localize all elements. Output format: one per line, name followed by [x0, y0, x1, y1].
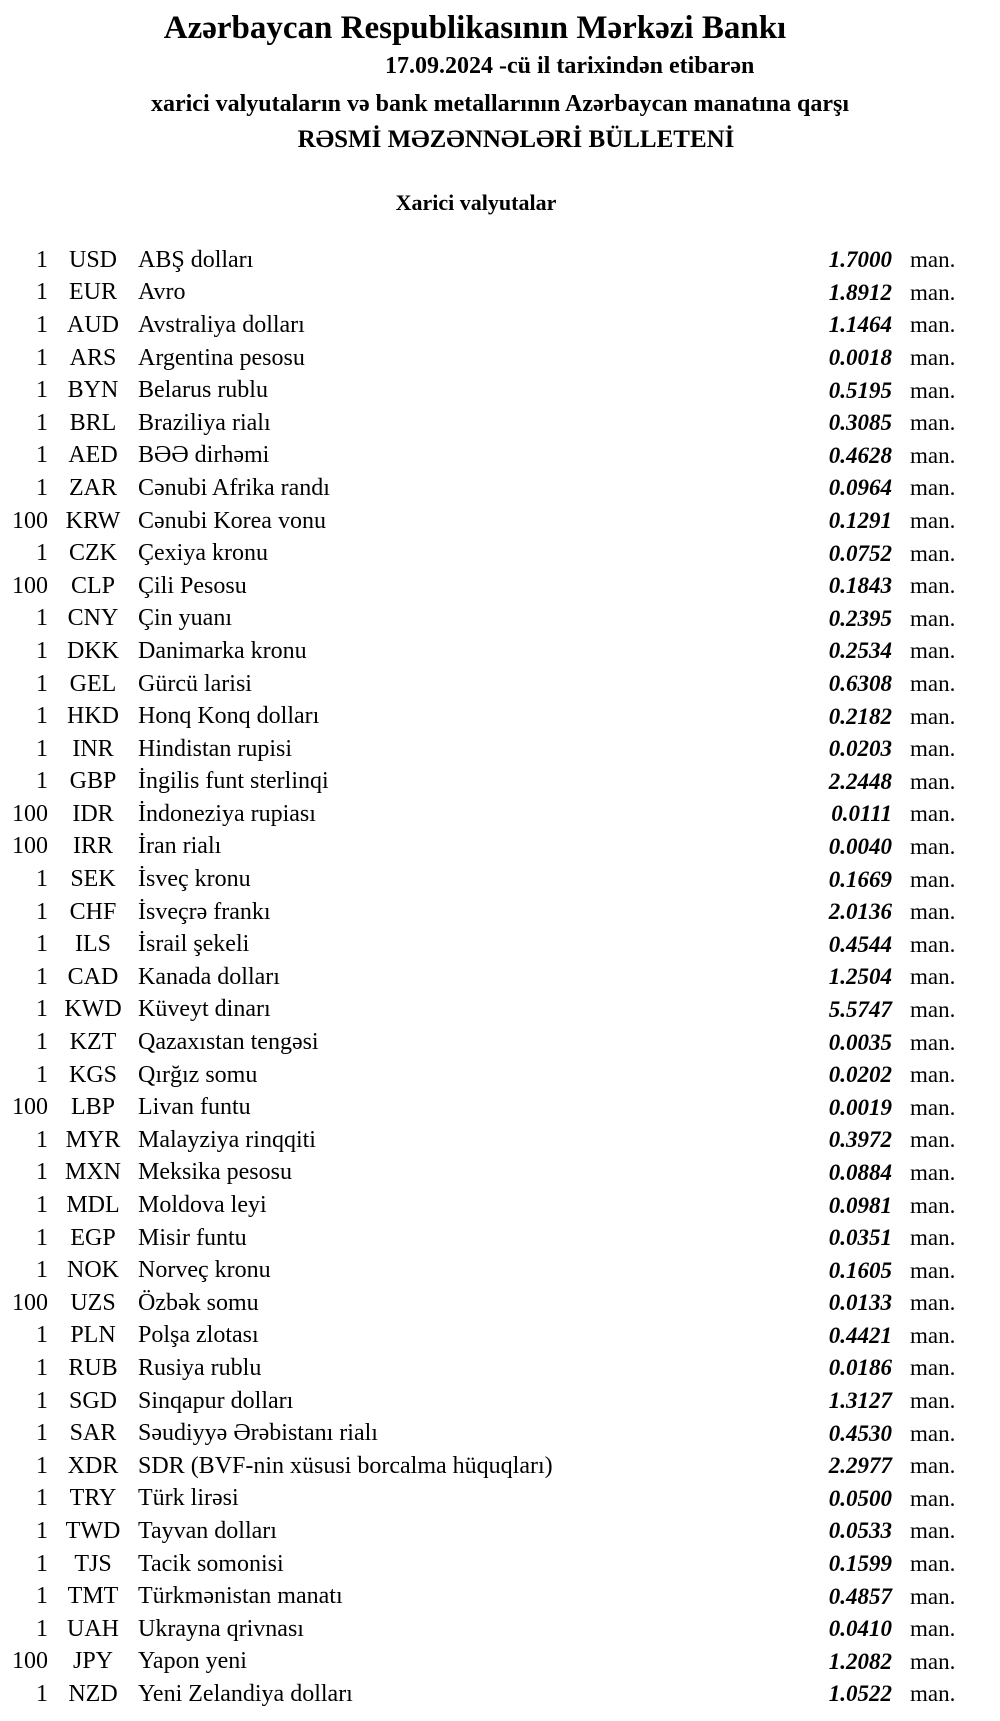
rate-value: 2.0136	[828, 899, 892, 925]
rate-value: 0.0884	[828, 1159, 892, 1185]
rate-value: 0.0019	[828, 1094, 892, 1120]
rate-unit: man.	[910, 475, 956, 501]
currency-name: Polşa zlotası	[138, 1322, 259, 1349]
effective-date-line: 17.09.2024 -cü il tarixindən etibarən	[385, 53, 755, 79]
currency-code: NZD	[68, 1680, 118, 1707]
rate-row	[0, 831, 1000, 864]
quantity-value: 1	[36, 1615, 48, 1642]
bulletin-title: RƏSMİ MƏZƏNNƏLƏRİ BÜLLETENİ	[297, 126, 735, 153]
currency-name: Tacik somonisi	[138, 1550, 284, 1577]
rate-unit: man.	[910, 1355, 956, 1381]
currency-name: Çexiya kronu	[138, 540, 268, 567]
rate-value: 0.0133	[828, 1290, 892, 1316]
quantity-value: 1	[36, 442, 48, 469]
quantity-value: 1	[36, 1061, 48, 1088]
quantity-value: 1	[36, 474, 48, 501]
rate-row	[0, 244, 1000, 277]
currency-code: USD	[68, 246, 117, 273]
rate-unit: man.	[910, 1583, 956, 1609]
rate-value: 0.0202	[828, 1062, 892, 1088]
rate-unit: man.	[910, 1029, 956, 1055]
currency-code: BRL	[69, 409, 117, 436]
currency-code: CAD	[67, 963, 119, 990]
currency-code: TMT	[67, 1583, 119, 1610]
currency-code: JPY	[72, 1648, 114, 1675]
currency-code: RUB	[68, 1354, 118, 1381]
quantity-value: 1	[36, 1126, 48, 1153]
rate-unit: man.	[910, 1127, 956, 1153]
rate-row	[0, 798, 1000, 831]
currency-name: Avro	[138, 279, 186, 306]
rate-value: 0.0018	[828, 345, 892, 371]
currency-code: EGP	[70, 1224, 116, 1251]
rate-unit: man.	[910, 1322, 956, 1348]
currency-code: KGS	[68, 1061, 117, 1088]
rate-value: 0.4857	[828, 1583, 892, 1609]
rate-value: 0.0500	[828, 1485, 892, 1511]
rate-value: 0.0981	[828, 1192, 892, 1218]
rate-value: 0.0533	[828, 1518, 892, 1544]
quantity-value: 1	[36, 670, 48, 697]
rate-unit: man.	[910, 573, 956, 599]
currency-name: Cənubi Afrika randı	[138, 474, 330, 501]
rate-unit: man.	[910, 312, 956, 338]
currency-code: ARS	[69, 344, 117, 371]
currency-code: TWD	[65, 1517, 121, 1544]
quantity-value: 1	[36, 963, 48, 990]
quantity-value: 1	[36, 377, 48, 404]
rate-row	[0, 1483, 1000, 1516]
rate-row	[0, 896, 1000, 929]
currency-code: GEL	[69, 670, 117, 697]
rate-value: 0.1605	[828, 1257, 892, 1283]
rate-value: 0.4544	[828, 931, 892, 957]
currency-name: Hindistan rupisi	[138, 735, 292, 762]
currency-name: Gürcü larisi	[138, 670, 252, 697]
currency-name: Yeni Zelandiya dolları	[138, 1680, 353, 1707]
currency-name: İsveç kronu	[138, 866, 251, 893]
rate-unit: man.	[910, 1290, 956, 1316]
currency-name: Malayziya rinqqiti	[138, 1126, 316, 1153]
rate-unit: man.	[910, 377, 956, 403]
currency-name: Ukrayna qrivnası	[138, 1615, 304, 1642]
rate-row	[0, 1646, 1000, 1679]
rate-row	[0, 1548, 1000, 1581]
rate-unit: man.	[910, 247, 956, 273]
rate-row	[0, 733, 1000, 766]
currency-name: Sinqapur dolları	[138, 1387, 294, 1414]
quantity-value: 1	[36, 1517, 48, 1544]
rate-row	[0, 1515, 1000, 1548]
rate-row	[0, 1059, 1000, 1092]
currency-code: SEK	[70, 866, 116, 893]
currency-name: Cənubi Korea vonu	[138, 507, 326, 534]
rate-unit: man.	[910, 279, 956, 305]
currency-code: CHF	[69, 898, 117, 925]
quantity-value: 1	[36, 866, 48, 893]
currency-name: Avstraliya dolları	[138, 311, 305, 338]
quantity-value: 1	[36, 996, 48, 1023]
rate-value: 0.6308	[828, 671, 892, 697]
rate-unit: man.	[910, 768, 956, 794]
rate-row	[0, 994, 1000, 1027]
rate-value: 0.0111	[831, 801, 892, 827]
currency-name: Honq Konq dolları	[138, 703, 320, 730]
quantity-value: 1	[36, 1550, 48, 1577]
currency-name: Özbək somu	[138, 1289, 259, 1316]
rate-row	[0, 1385, 1000, 1418]
rate-unit: man.	[910, 964, 956, 990]
currency-code: NOK	[67, 1257, 119, 1284]
rate-value: 2.2448	[828, 768, 892, 794]
currency-name: Qazaxıstan tengəsi	[138, 1029, 319, 1056]
currency-code: LBP	[70, 1094, 115, 1121]
rate-row	[0, 1613, 1000, 1646]
rate-row	[0, 407, 1000, 440]
rate-unit: man.	[910, 671, 956, 697]
subject-line: xarici valyutaların və bank metallarının Azərbaycan manatına qarşı	[150, 91, 849, 117]
rate-value: 0.1291	[828, 508, 892, 534]
rate-unit: man.	[910, 866, 956, 892]
rate-unit: man.	[910, 1616, 956, 1642]
rate-unit: man.	[910, 508, 956, 534]
rate-value: 0.0186	[828, 1355, 892, 1381]
currency-name: Argentina pesosu	[138, 344, 305, 371]
quantity-value: 100	[12, 1094, 48, 1121]
rate-row	[0, 1352, 1000, 1385]
section-title: Xarici valyutalar	[395, 190, 557, 215]
quantity-value: 1	[36, 1420, 48, 1447]
rate-value: 0.4421	[828, 1322, 892, 1348]
rate-value: 2.2977	[828, 1453, 892, 1479]
rate-row	[0, 1254, 1000, 1287]
currency-code: IDR	[72, 800, 114, 827]
rate-value: 1.7000	[828, 247, 892, 273]
rate-row	[0, 1580, 1000, 1613]
currency-code: TJS	[74, 1550, 112, 1577]
rate-value: 0.3085	[828, 410, 892, 436]
rate-unit: man.	[910, 736, 956, 762]
rate-unit: man.	[910, 833, 956, 859]
currency-name: Qırğız somu	[138, 1061, 258, 1088]
rate-unit: man.	[910, 703, 956, 729]
quantity-value: 1	[36, 703, 48, 730]
rate-unit: man.	[910, 1192, 956, 1218]
rate-row	[0, 961, 1000, 994]
rate-value: 0.0410	[828, 1616, 892, 1642]
currency-name: Misir funtu	[138, 1224, 247, 1251]
quantity-value: 100	[12, 507, 48, 534]
page-title: Azərbaycan Respublikasının Mərkəzi Bankı	[163, 10, 787, 46]
currency-code: CNY	[67, 605, 119, 632]
rate-unit: man.	[910, 931, 956, 957]
quantity-value: 1	[36, 409, 48, 436]
rate-row	[0, 766, 1000, 799]
quantity-value: 1	[36, 1257, 48, 1284]
rate-unit: man.	[910, 1094, 956, 1120]
quantity-value: 1	[36, 344, 48, 371]
currency-code: PLN	[70, 1322, 116, 1349]
rate-row	[0, 928, 1000, 961]
rate-value: 0.2534	[828, 638, 892, 664]
rate-row	[0, 309, 1000, 342]
rate-unit: man.	[910, 605, 956, 631]
quantity-value: 1	[36, 605, 48, 632]
currency-code: IRR	[72, 833, 113, 860]
currency-code: KWD	[64, 996, 122, 1023]
rate-value: 1.3127	[828, 1388, 892, 1414]
currency-name: İndoneziya rupiası	[138, 800, 316, 827]
rate-unit: man.	[910, 345, 956, 371]
currency-code: SAR	[69, 1420, 117, 1447]
currency-name: Türk lirəsi	[138, 1485, 239, 1512]
rate-row	[0, 374, 1000, 407]
quantity-value: 100	[12, 572, 48, 599]
rate-row	[0, 537, 1000, 570]
rate-unit: man.	[910, 899, 956, 925]
currency-code: MXN	[64, 1159, 121, 1186]
rate-unit: man.	[910, 1648, 956, 1674]
currency-code: MYR	[65, 1126, 121, 1153]
rate-row	[0, 472, 1000, 505]
rate-value: 0.3972	[828, 1127, 892, 1153]
rate-row	[0, 1678, 1000, 1711]
currency-name: Çin yuanı	[138, 605, 232, 632]
quantity-value: 1	[36, 1322, 48, 1349]
currency-code: ILS	[75, 931, 111, 958]
rate-row	[0, 440, 1000, 473]
currency-code: AUD	[67, 311, 119, 338]
quantity-value: 1	[36, 540, 48, 567]
rate-row	[0, 277, 1000, 310]
currency-code: KZT	[69, 1029, 117, 1056]
currency-code: HKD	[67, 703, 119, 730]
quantity-value: 100	[12, 1648, 48, 1675]
rate-unit: man.	[910, 996, 956, 1022]
rate-unit: man.	[910, 1551, 956, 1577]
rate-row	[0, 863, 1000, 896]
rate-unit: man.	[910, 442, 956, 468]
rate-row	[0, 1320, 1000, 1353]
quantity-value: 1	[36, 898, 48, 925]
quantity-value: 1	[36, 279, 48, 306]
quantity-value: 1	[36, 735, 48, 762]
currency-code: UZS	[70, 1289, 116, 1316]
currency-name: Səudiyyə Ərəbistanı rialı	[138, 1420, 378, 1447]
currency-code: TRY	[69, 1485, 117, 1512]
currency-name: Çili Pesosu	[138, 572, 247, 599]
currency-name: Moldova leyi	[138, 1192, 267, 1219]
rate-row	[0, 1157, 1000, 1190]
rate-row	[0, 635, 1000, 668]
quantity-value: 100	[12, 1289, 48, 1316]
rate-unit: man.	[910, 1388, 956, 1414]
rate-row	[0, 1091, 1000, 1124]
rate-row	[0, 1026, 1000, 1059]
rate-unit: man.	[910, 410, 956, 436]
rate-value: 0.0035	[828, 1029, 892, 1055]
rate-unit: man.	[910, 1485, 956, 1511]
rate-row	[0, 1124, 1000, 1157]
currency-code: GBP	[69, 768, 117, 795]
quantity-value: 1	[36, 1354, 48, 1381]
quantity-value: 1	[36, 1224, 48, 1251]
rate-row	[0, 700, 1000, 733]
quantity-value: 1	[36, 637, 48, 664]
quantity-value: 1	[36, 1452, 48, 1479]
currency-code: ZAR	[69, 474, 117, 501]
rate-value: 1.2504	[828, 964, 892, 990]
currency-code: CLP	[70, 572, 115, 599]
currency-name: Yapon yeni	[138, 1648, 247, 1675]
rate-value: 0.0964	[828, 475, 892, 501]
currency-name: Braziliya rialı	[138, 409, 271, 436]
quantity-value: 1	[36, 1583, 48, 1610]
currency-code: XDR	[67, 1452, 119, 1479]
rate-value: 0.1669	[828, 866, 892, 892]
currency-code: SGD	[68, 1387, 117, 1414]
rate-unit: man.	[910, 1225, 956, 1251]
currency-code: BYN	[67, 377, 119, 404]
rate-value: 1.2082	[828, 1648, 892, 1674]
currency-name: Norveç kronu	[138, 1257, 271, 1284]
rate-row	[0, 1450, 1000, 1483]
rate-value: 5.5747	[828, 996, 892, 1022]
currency-code: INR	[72, 735, 114, 762]
rate-value: 0.0351	[828, 1225, 892, 1251]
rate-row	[0, 505, 1000, 538]
rate-unit: man.	[910, 1159, 956, 1185]
currency-name: Tayvan dolları	[138, 1517, 277, 1544]
quantity-value: 1	[36, 1680, 48, 1707]
rate-row	[0, 603, 1000, 636]
currency-name: BƏƏ dirhəmi	[138, 442, 270, 469]
rate-value: 0.4628	[828, 442, 892, 468]
currency-code: UAH	[67, 1615, 119, 1642]
quantity-value: 1	[36, 1485, 48, 1512]
rate-unit: man.	[910, 1257, 956, 1283]
rate-unit: man.	[910, 801, 956, 827]
rates-table	[0, 244, 1000, 1711]
rate-row	[0, 668, 1000, 701]
rate-row	[0, 1417, 1000, 1450]
currency-name: İsrail şekeli	[138, 931, 250, 958]
currency-name: Belarus rublu	[138, 377, 268, 404]
rate-row	[0, 1189, 1000, 1222]
rate-unit: man.	[910, 1518, 956, 1544]
rate-row	[0, 1222, 1000, 1255]
rate-value: 1.0522	[828, 1681, 892, 1707]
rate-unit: man.	[910, 1681, 956, 1707]
rate-value: 0.5195	[828, 377, 892, 403]
rate-unit: man.	[910, 1453, 956, 1479]
currency-name: SDR (BVF-nin xüsusi borcalma hüquqları)	[138, 1452, 553, 1479]
currency-code: DKK	[67, 637, 119, 664]
quantity-value: 1	[36, 768, 48, 795]
rate-value: 1.8912	[828, 279, 892, 305]
rate-value: 0.4530	[828, 1420, 892, 1446]
rate-row	[0, 570, 1000, 603]
quantity-value: 1	[36, 1387, 48, 1414]
rate-value: 0.0752	[828, 540, 892, 566]
currency-name: Türkmənistan manatı	[138, 1583, 343, 1610]
quantity-value: 1	[36, 1192, 48, 1219]
currency-name: Rusiya rublu	[138, 1354, 262, 1381]
currency-name: Kanada dolları	[138, 963, 280, 990]
quantity-value: 100	[12, 800, 48, 827]
currency-code: MDL	[66, 1192, 120, 1219]
currency-name: Meksika pesosu	[138, 1159, 292, 1186]
rate-value: 0.2395	[828, 605, 892, 631]
currency-code: AED	[68, 442, 118, 469]
currency-code: EUR	[69, 279, 117, 306]
rate-value: 0.0203	[828, 736, 892, 762]
currency-name: ABŞ dolları	[138, 246, 254, 273]
quantity-value: 1	[36, 311, 48, 338]
currency-name: Küveyt dinarı	[138, 996, 271, 1023]
rate-unit: man.	[910, 1420, 956, 1446]
quantity-value: 100	[12, 833, 48, 860]
rate-value: 1.1464	[828, 312, 892, 338]
rate-row	[0, 1287, 1000, 1320]
rate-value: 0.1843	[828, 573, 892, 599]
rate-value: 0.2182	[828, 703, 892, 729]
currency-name: İngilis funt sterlinqi	[138, 768, 329, 795]
rate-row	[0, 342, 1000, 375]
rate-unit: man.	[910, 1062, 956, 1088]
quantity-value: 1	[36, 931, 48, 958]
rate-unit: man.	[910, 638, 956, 664]
quantity-value: 1	[36, 1159, 48, 1186]
rate-value: 0.1599	[828, 1551, 892, 1577]
currency-name: Danimarka kronu	[138, 637, 307, 664]
currency-name: Livan funtu	[138, 1094, 251, 1121]
currency-name: İsveçrə frankı	[138, 898, 271, 925]
currency-code: KRW	[65, 507, 121, 534]
rate-value: 0.0040	[828, 833, 892, 859]
currency-code: CZK	[69, 540, 117, 567]
quantity-value: 1	[36, 246, 48, 273]
rate-unit: man.	[910, 540, 956, 566]
quantity-value: 1	[36, 1029, 48, 1056]
currency-name: İran rialı	[138, 833, 222, 860]
